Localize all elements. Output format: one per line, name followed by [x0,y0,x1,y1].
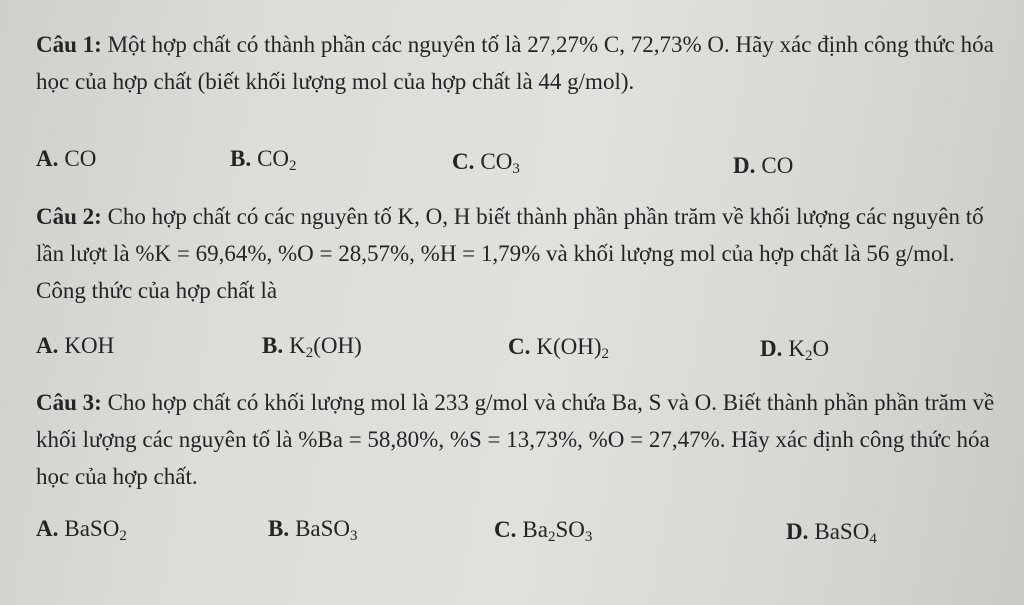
option-formula: BaSO$_3$ [295,516,358,544]
option-label: C. [508,334,531,359]
option-formula: BaSO$_2$ [64,516,127,544]
option-label: B. [230,146,252,171]
option-label: A. [36,516,59,541]
q1-option-a[interactable] [36,146,96,172]
question-1 [36,26,996,100]
question-3 [36,384,996,495]
q3-option-a[interactable] [36,516,127,542]
option-label: B. [262,333,284,358]
q2-option-c[interactable] [508,334,609,360]
q3-option-c[interactable] [494,517,592,543]
option-formula: CO [761,153,794,178]
option-formula: KOH [64,333,115,358]
q3-option-d[interactable] [786,519,877,545]
question-1-number: Câu 1: [36,32,102,57]
option-label: A. [36,333,59,358]
option-formula: $CO_3$ [480,149,520,177]
option-label: D. [760,336,783,361]
question-2-number: Câu 2: [36,204,102,229]
q1-option-b[interactable] [230,146,297,172]
option-label: A. [36,146,59,171]
q1-option-c[interactable] [452,149,520,175]
option-label: C. [452,149,475,174]
option-formula: $Ba_2SO_3$ [522,517,593,545]
question-2 [36,198,996,309]
q3-option-b[interactable] [268,516,358,542]
question-2-text: Cho hợp chất có các nguyên tố K, O, H biết thành phần phần trăm về khối lượng các nguyên tố lần lượt là %K = 69,64%, %O = 28,57%, %H = 1,79% và khối lượng mol của hợp chất là 56 g/mol. Công thức của hợp chất là [36,204,984,303]
option-formula: $K(OH)_2$ [536,334,610,362]
question-3-number: Câu 3: [36,390,102,415]
option-formula: $CO_2$ [257,146,297,174]
option-label: C. [494,517,517,542]
q2-option-a[interactable] [36,333,114,359]
question-3-text: Cho hợp chất có khối lượng mol là 233 g/mol và chứa Ba, S và O. Biết thành phần phần trăm về khối lượng các nguyên tố là %Ba = 58,80%, %S = 13,73%, %O = 27,47%. Hãy xác định công thức hóa học của hợp chất. [36,390,995,489]
q2-option-d[interactable] [760,336,829,362]
option-label: B. [268,516,290,541]
option-formula: $K_2O$ [788,336,830,364]
option-label: D. [733,153,756,178]
q1-option-d[interactable] [733,153,793,179]
option-formula: CO [64,146,97,171]
option-formula: BaSO$_4$ [814,519,877,547]
q2-option-b[interactable] [262,333,362,359]
option-formula: $K_2(OH)$ [289,333,362,361]
question-1-text: Một hợp chất có thành phần các nguyên tố là 27,27% C, 72,73% O. Hãy xác định công thức hóa học của hợp chất (biết khối lượng mol của hợp chất là 44 g/mol). [36,32,994,94]
option-label: D. [786,519,809,544]
